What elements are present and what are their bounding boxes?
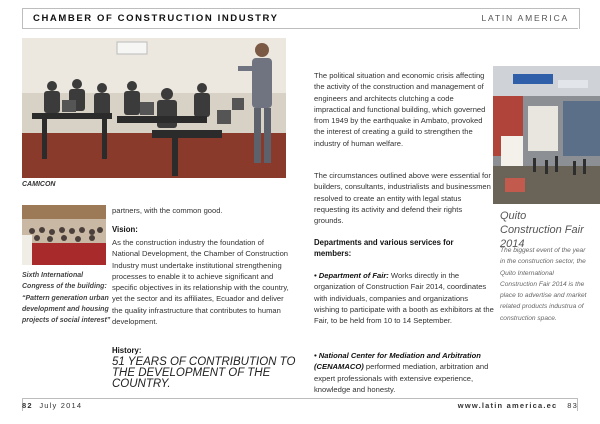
- fair-department-paragraph: [314, 270, 494, 326]
- main-photo-caption: CAMICON: [22, 181, 56, 188]
- website-url[interactable]: www.latin america.ec: [457, 401, 558, 410]
- footer-right: [458, 401, 578, 410]
- intro-tail: partners, with the common good.: [112, 206, 223, 215]
- header-region: LATIN AMERICA: [481, 13, 569, 23]
- congress-photo: [22, 205, 106, 265]
- vision-heading: Vision:: [112, 225, 138, 234]
- quito-fair-title: Quito Construction Fair 2014: [500, 210, 584, 250]
- footer-left: [22, 401, 82, 410]
- header-divider: [22, 28, 578, 29]
- issue-date: July 2014: [39, 401, 83, 410]
- header-title: CHAMBER OF CONSTRUCTION INDUSTRY: [33, 13, 279, 24]
- left-page-number: 82: [22, 401, 33, 410]
- vision-text: As the construction industry the foundation of National Development, the Chamber of Construction Industry must undertake institutional strengthening processes to enable it to achieve significant and specific objectives in its relationship with the country, yet the sector and its affiliates, Ecuador and deliver the quality infrastructure that contributes to human development.: [112, 238, 289, 327]
- classroom-photo: [22, 38, 286, 178]
- page-header: [22, 8, 580, 29]
- history-heading: History:: [112, 346, 142, 355]
- fair-department-label: • Department of Fair:: [314, 271, 389, 280]
- right-page-number: 83: [567, 401, 578, 410]
- cenamaco-text: performed mediation, arbitration and expert professionals with extensive experience, knowledge and honesty.: [314, 362, 489, 394]
- quito-fair-caption: The biggest event of the year in the construction sector, the Quito International Construction Fair 2014 is the place to advertise and market related products industrua of construction space.: [500, 247, 587, 322]
- cenamaco-paragraph: [314, 350, 494, 395]
- departments-heading: Departments and various services for members:: [314, 238, 454, 259]
- article-paragraph-1: The political situation and economic crisis affecting the activity of the construction and management of engineers and architects clutching a code impractical and functional building, which governed from 1949 by the earthquake in Ambato, provoked the interest of creating a guild to strengthen the industry of human welfare.: [314, 71, 486, 148]
- side-photo-caption: Sixth International Congress of the building: “Pattern generation urban development and housing projects of social interest”: [22, 272, 111, 325]
- history-title: 51 YEARS OF CONTRIBUTION TO THE DEVELOPMENT OF THE COUNTRY.: [112, 356, 296, 390]
- article-paragraph-2: The circumstances outlined above were essential for builders, consultants, industrialists and businessmen resolved to create an entity with legal status requesting its activity and defend their rights grounds.: [314, 171, 491, 226]
- construction-fair-photo: [493, 66, 600, 204]
- cenamaco-label: • National Center for Mediation and Arbitration (CENAMACO): [314, 351, 481, 372]
- footer-divider: [22, 398, 578, 399]
- fair-department-text: Works directly in the organization of Construction Fair 2014, coordinates with individuals, companies and organizations wishing to participate with a booth as exhibitors at the Fair, to be held from 10 to 14 September.: [314, 271, 494, 326]
